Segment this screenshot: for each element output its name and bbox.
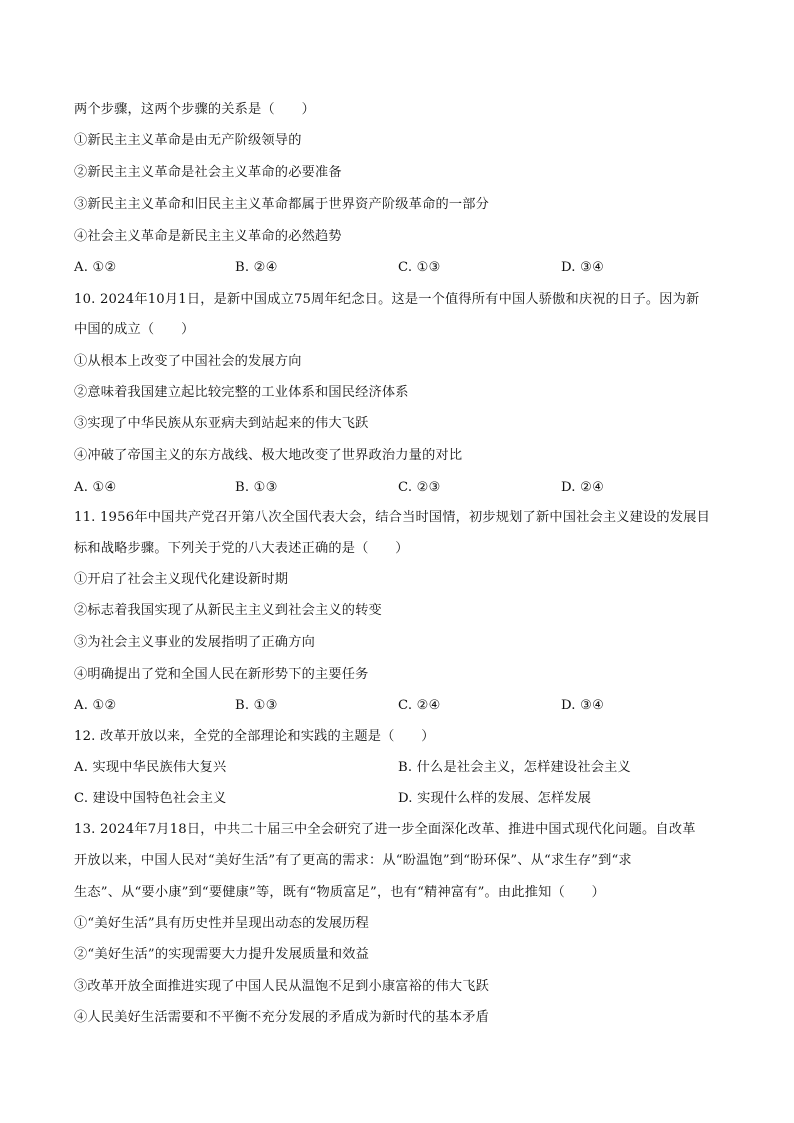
q9-stem-continuation: 两个步骤，这两个步骤的关系是（ ） — [74, 102, 315, 117]
q10-stem-line-2: 中国的成立（ ） — [74, 322, 195, 337]
q12-option-d: D. 实现什么样的发展、怎样发展 — [398, 791, 592, 806]
q11-option-a: A. ①② — [74, 698, 117, 713]
q11-statement-3: ③为社会主义事业的发展指明了正确方向 — [74, 635, 315, 650]
q13-stem-line-3: 生态”、从“要小康”到“要健康”等，既有“物质富足”，也有“精神富有”。由此推知（ ） — [74, 885, 606, 900]
q11-option-d: D. ③④ — [561, 698, 605, 713]
q10-option-d: D. ②④ — [561, 480, 605, 495]
q12-option-a: A. 实现中华民族伟大复兴 — [74, 760, 227, 775]
q9-option-a: A. ①② — [74, 260, 117, 275]
q10-option-a: A. ①④ — [74, 480, 117, 495]
q11-statement-2: ②标志着我国实现了从新民主主义到社会主义的转变 — [74, 603, 382, 618]
q10-statement-2: ②意味着我国建立起比较完整的工业体系和国民经济体系 — [74, 385, 409, 400]
q12-option-b: B. 什么是社会主义，怎样建设社会主义 — [398, 760, 631, 775]
q10-statement-3: ③实现了中华民族从东亚病夫到站起来的伟大飞跃 — [74, 416, 369, 431]
q10-option-b: B. ①③ — [235, 480, 278, 495]
q11-statement-1: ①开启了社会主义现代化建设新时期 — [74, 572, 289, 587]
q11-option-b: B. ①③ — [235, 698, 278, 713]
q12-option-c: C. 建设中国特色社会主义 — [74, 791, 227, 806]
q9-statement-4: ④社会主义革命是新民主主义革命的必然趋势 — [74, 229, 342, 244]
q13-statement-3: ③改革开放全面推进实现了中国人民从温饱不足到小康富裕的伟大飞跃 — [74, 979, 490, 994]
q13-statement-2: ②“美好生活”的实现需要大力提升发展质量和效益 — [74, 947, 370, 962]
q13-stem-line-2: 开放以来，中国人民对“美好生活”有了更高的需求：从“盼温饱”到“盼环保”、从“求生存”到“求 — [74, 853, 632, 868]
q9-option-b: B. ②④ — [235, 260, 278, 275]
q13-statement-4: ④人民美好生活需要和不平衡不充分发展的矛盾成为新时代的基本矛盾 — [74, 1010, 490, 1025]
q10-stem-line-1: 10. 2024年10月1日，是新中国成立75周年纪念日。这是一个值得所有中国人骄傲和庆祝的日子。因为新 — [74, 292, 700, 307]
q11-statement-4: ④明确提出了党和全国人民在新形势下的主要任务 — [74, 667, 369, 682]
q10-option-c: C. ②③ — [398, 480, 441, 495]
q13-statement-1: ①“美好生活”具有历史性并呈现出动态的发展历程 — [74, 916, 370, 931]
q9-option-d: D. ③④ — [561, 260, 605, 275]
q10-statement-4: ④冲破了帝国主义的东方战线、极大地改变了世界政治力量的对比 — [74, 448, 463, 463]
q9-statement-2: ②新民主主义革命是社会主义革命的必要准备 — [74, 165, 342, 180]
q12-stem: 12. 改革开放以来，全党的全部理论和实践的主题是（ ） — [74, 729, 435, 744]
q13-stem-line-1: 13. 2024年7月18日，中共二十届三中全会研究了进一步全面深化改革、推进中国式现代化问题。自改革 — [74, 822, 696, 837]
q10-statement-1: ①从根本上改变了中国社会的发展方向 — [74, 354, 302, 369]
q9-statement-1: ①新民主主义革命是由无产阶级领导的 — [74, 133, 302, 148]
q9-statement-3: ③新民主主义革命和旧民主主义革命都属于世界资产阶级革命的一部分 — [74, 197, 490, 212]
q11-stem-line-2: 标和战略步骤。下列关于党的八大表述正确的是（ ） — [74, 541, 409, 556]
q11-stem-line-1: 11. 1956年中国共产党召开第八次全国代表大会，结合当时国情，初步规划了新中国社会主义建设的发展目 — [74, 510, 710, 525]
q9-option-c: C. ①③ — [398, 260, 441, 275]
q11-option-c: C. ②④ — [398, 698, 441, 713]
